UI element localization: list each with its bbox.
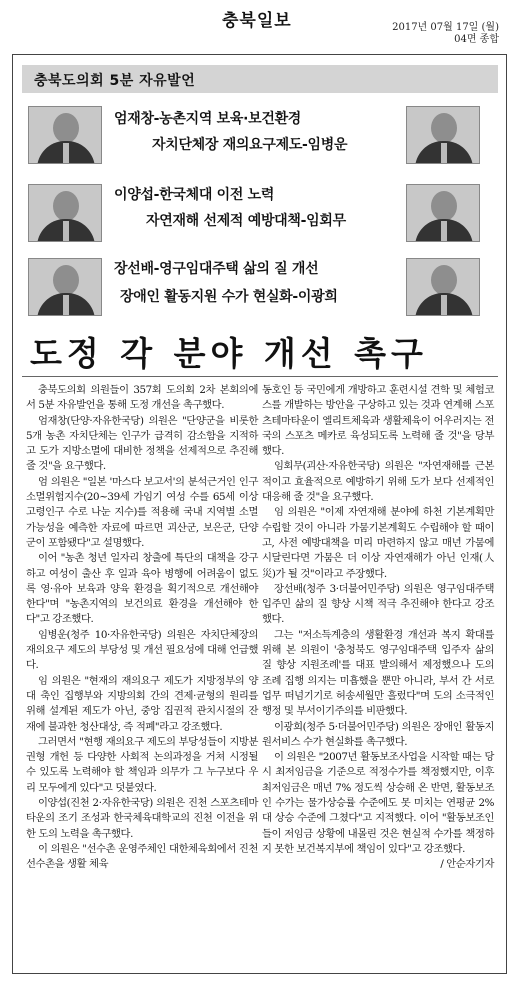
paragraph: 임 의원은 "이제 자연재해 분야에 하천 기본계획만 수립할 것이 아니라 가뭄기본계획도 수립해야 할 때이고, 사전 예방대책을 미리 마련하지 않고 매년 가뭄에 시달린다면 가뭄은 더 이상 자연재해가 아닌 인재(人災)가 될 것"이라고 주장했다. <box>262 506 494 580</box>
speaker-photo-lim-hoemu <box>406 184 480 242</box>
paragraph: 임병운(청주 10·자유한국당) 의원은 자치단체장의 재의요구 제도의 부당성 및 개선 필요성에 대해 언급했다. <box>26 628 258 672</box>
speaker-photo-lee-yangseop <box>28 184 102 242</box>
section-title: 충북도의회 5분 자유발언 <box>34 73 196 89</box>
publication-date-block <box>392 22 499 46</box>
paragraph: 이 의원은 "2007년 활동보조사업을 시작할 때는 당시 최저임금을 기준으로 적정수가를 책정했지만, 이후 최저임금은 매년 7% 정도씩 상승해 온 반면, 활동보조인 수가는 물가상승률 수준에도 못 미치는 연평균 2%대 상승 수준에 그쳤다"고 지적했다. 이어 "활동보조인들이 저임금 상황에 내몰린 것은 현실적 수가를 책정하지 못한 보건복지부에 책임이 있다"고 강조했다. <box>262 751 494 855</box>
speaker-photo-jang-seonbae <box>28 258 102 316</box>
byline: / 안순자기자 <box>440 858 494 871</box>
paragraph: 장선배(청주 3·더불어민주당) 의원은 영구임대주택 입주민 삶의 질 향상 시책 적극 추진해야 한다고 강조했다. <box>262 582 494 626</box>
headline-divider <box>22 376 498 377</box>
speech-headline-3a: 장선배-영구임대주택 삶의 질 개선 <box>114 261 319 277</box>
main-headline: 도정 각 분야 개선 촉구 <box>30 334 428 373</box>
newspaper-name: 충북일보 <box>222 11 292 31</box>
paragraph: 이광희(청주 5·더불어민주당) 의원은 장애인 활동지원서비스 수가 현실화를 촉구했다. <box>262 720 494 748</box>
speech-headline-1a: 엄재창-농촌지역 보육·보건환경 <box>114 111 302 127</box>
paragraph: 엄재창(단양·자유한국당) 의원은 "단양군을 비롯한 5개 농촌 자치단체는 인구가 급격히 감소함을 지적하고 도가 지방소멸에 대비한 정책을 선제적으로 추진해 줄 것"을 요구했다. <box>26 414 258 473</box>
paragraph: 임 의원은 "현재의 재의요구 제도가 지방정부의 양대 축인 집행부와 지방의회 간의 견제·균형의 원리를 위해 설계된 제도가 아닌, 중앙 집권적 관치시절의 잔재에 불과한 청산대상, 즉 적폐"라고 강조했다. <box>26 674 258 733</box>
speech-headline-3b: 장애인 활동지원 수가 현실화-이광희 <box>120 289 338 305</box>
speaker-photo-lee-gwanghui <box>406 258 480 316</box>
speaker-photo-lim-byeongun <box>406 106 480 164</box>
paragraph: 엄 의원은 "일본 '마스다 보고서'의 분석근거인 인구소멸위험지수(20~39세 가임기 여성 수를 65세 이상 고령인구 수로 나눈 지수)를 적용해 국내 지역별 소멸가능성을 예측한 자료에 따르면 괴산군, 보은군, 단양군이 포함됐다"고 설명했다. <box>26 475 258 549</box>
page-number: 04면 종합 <box>454 34 499 45</box>
speaker-photo-eom <box>28 106 102 164</box>
paragraph: 충북도의회 의원들이 357회 도의회 2차 본회의에서 5분 자유발언을 통해 도정 개선을 촉구했다. <box>26 384 258 412</box>
masthead <box>0 0 517 52</box>
section-banner <box>22 65 498 93</box>
publication-date: 2017년 07월 17일 (월) <box>392 22 499 33</box>
paragraph: 이양섭(진천 2·자유한국당) 의원은 진천 스포츠테마타운의 조기 조성과 한국체육대학교의 진천 이전을 위한 도의 노력을 촉구했다. <box>26 797 258 840</box>
paragraph: 동호인 등 국민에게 개방하고 훈련시설 견학 및 체험코스를 개발하는 방안을 구상하고 있는 것과 연계해 스포츠테마타운이 엘리트체육과 생활체육이 어우러지는 전국의 스포츠 메카로 육성되도록 노력해 줄 것"을 당부했다. <box>262 384 494 458</box>
paragraph: 이 의원은 "선수촌 운영주체인 대한체육회에서 진천 선수촌을 생활 체육 <box>26 842 258 871</box>
speech-headline-2b: 자연재해 선제적 예방대책-임회무 <box>146 213 346 229</box>
paragraph: 그는 "저소득계층의 생활환경 개선과 복지 확대를 위해 본 의원이 '충청북도 영구임대주택 입주자 삶의 질 향상 지원조례'를 대표 발의해서 제정했으나 도의 조례 집행 의지는 미흡했을 뿐만 아니라, 부서 간 서로 업무 떠넘기기로 허송세월만 흘렀다"며 도의 소극적인 행정 및 부서이기주의를 비판했다. <box>262 628 494 718</box>
paragraph: 임회무(괴산·자유한국당) 의원은 "자연재해를 근본적이고 효율적으로 예방하기 위해 도가 보다 선제적인 대응해 줄 것"을 요구했다. <box>262 460 494 504</box>
speech-headline-2a: 이양섭-한국체대 이전 노력 <box>114 187 275 203</box>
speech-headline-1b: 자치단체장 재의요구제도-임병운 <box>152 137 348 153</box>
paragraph: 이어 "농촌 청년 일자리 창출에 특단의 대책을 강구하고 여성이 출산 후 일과 육아 병행에 어려움이 없도록 영·유아 보육과 양육 환경을 획기적으로 개선해야 한다"며 "농촌지역의 보건의료 환경을 개선해야 한다"고 강조했다. <box>26 552 258 626</box>
paragraph: 그러면서 "현행 재의요구 제도의 부당성들이 지방분권형 개헌 등 다양한 사회적 논의과정을 거쳐 시정될 수 있도록 노력해야 할 책임과 의무가 그 누구보다 우리 모두에게 있다"고 덧붙였다. <box>26 735 258 794</box>
article-column-left <box>26 383 258 873</box>
article-column-right <box>262 383 494 873</box>
